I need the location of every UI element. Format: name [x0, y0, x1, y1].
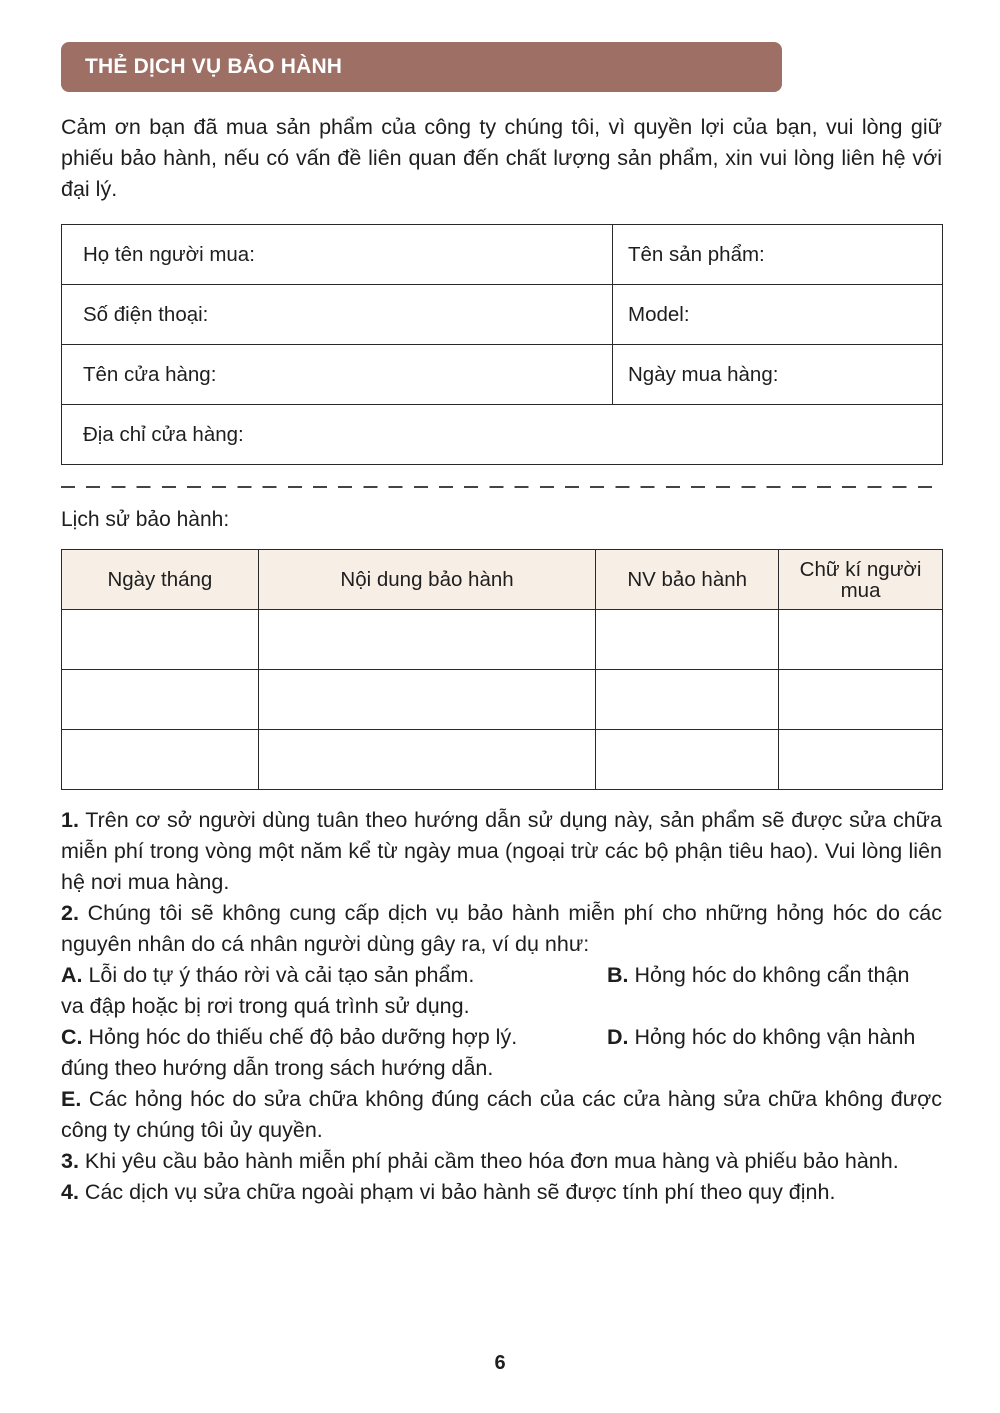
table-row	[62, 345, 943, 405]
term-b	[607, 960, 909, 991]
warranty-card-title: THẺ DỊCH VỤ BẢO HÀNH	[61, 42, 782, 92]
table-row	[62, 610, 943, 670]
page-number: 6	[494, 1352, 506, 1374]
store-name-field: Tên cửa hàng:	[62, 345, 613, 405]
table-cell	[62, 730, 259, 790]
term-2	[61, 898, 942, 960]
column-header-signature: Chữ kí người mua	[779, 550, 943, 610]
buyer-name-field: Họ tên người mua:	[62, 225, 613, 285]
table-cell	[258, 730, 596, 790]
warranty-history-table	[61, 549, 943, 790]
table-cell	[62, 670, 259, 730]
term-text: Lỗi do tự ý tháo rời và cải tạo sản phẩm.	[82, 963, 475, 987]
term-text: Các dịch vụ sửa chữa ngoài phạm vi bảo hành sẽ được tính phí theo quy định.	[78, 1180, 836, 1204]
term-d	[607, 1022, 915, 1053]
term-letter: B.	[607, 963, 629, 987]
term-e	[61, 1084, 942, 1146]
table-row	[62, 225, 943, 285]
cut-line-divider	[61, 486, 943, 488]
history-label: Lịch sử bảo hành:	[61, 508, 230, 531]
term-number: 1.	[61, 808, 79, 832]
table-header-row	[62, 550, 943, 610]
phone-field: Số điện thoại:	[62, 285, 613, 345]
table-cell	[779, 610, 943, 670]
term-text: Trên cơ sở người dùng tuân theo hướng dẫn sử dụng này, sản phẩm sẽ được sửa chữa miễn phí trong vòng một năm kể từ ngày mua (ngoại trừ các bộ phận tiêu hao). Vui lòng liên hệ nơi mua hàng.	[61, 808, 942, 894]
intro-paragraph: Cảm ơn bạn đã mua sản phẩm của công ty chúng tôi, vì quyền lợi của bạn, vui lòng giữ phiếu bảo hành, nếu có vấn đề liên quan đến chất lượng sản phẩm, xin vui lòng liên hệ với đại lý.	[61, 115, 942, 201]
term-3	[61, 1146, 942, 1177]
store-address-field: Địa chỉ cửa hàng:	[62, 405, 943, 465]
model-field: Model:	[613, 285, 943, 345]
table-cell	[779, 670, 943, 730]
column-header-staff: NV bảo hành	[596, 550, 779, 610]
table-cell	[596, 730, 779, 790]
term-b-continuation: va đập hoặc bị rơi trong quá trình sử dụng.	[61, 994, 470, 1018]
term-d-continuation: đúng theo hướng dẫn trong sách hướng dẫn.	[61, 1056, 494, 1080]
term-4	[61, 1177, 942, 1208]
term-text: Các hỏng hóc do sửa chữa không đúng cách của các cửa hàng sửa chữa không được công ty chúng tôi ủy quyền.	[61, 1087, 942, 1142]
term-letter: E.	[61, 1087, 82, 1111]
table-row	[62, 405, 943, 465]
purchase-date-field: Ngày mua hàng:	[613, 345, 943, 405]
column-header-date: Ngày tháng	[62, 550, 259, 610]
term-letter: C.	[61, 1025, 83, 1049]
term-text: Hỏng hóc do không cẩn thận	[628, 963, 910, 987]
term-number: 4.	[61, 1180, 79, 1204]
term-pair-ab	[61, 960, 942, 991]
term-letter: D.	[607, 1025, 629, 1049]
term-1	[61, 805, 942, 898]
table-row	[62, 285, 943, 345]
term-text: Chúng tôi sẽ không cung cấp dịch vụ bảo hành miễn phí cho những hỏng hóc do các nguyên nhân do cá nhân người dùng gây ra, ví dụ như:	[61, 901, 942, 956]
table-cell	[779, 730, 943, 790]
term-text: Khi yêu cầu bảo hành miễn phí phải cầm theo hóa đơn mua hàng và phiếu bảo hành.	[78, 1149, 899, 1173]
table-cell	[258, 610, 596, 670]
term-pair-cd	[61, 1022, 942, 1053]
term-number: 2.	[61, 901, 79, 925]
table-row	[62, 670, 943, 730]
customer-info-table	[61, 224, 943, 465]
warranty-terms	[61, 805, 942, 1208]
table-cell	[258, 670, 596, 730]
term-number: 3.	[61, 1149, 79, 1173]
column-header-content: Nội dung bảo hành	[258, 550, 596, 610]
product-name-field: Tên sản phẩm:	[613, 225, 943, 285]
table-cell	[62, 610, 259, 670]
table-cell	[596, 610, 779, 670]
term-text: Hỏng hóc do thiếu chế độ bảo dưỡng hợp lý.	[82, 1025, 518, 1049]
term-text: Hỏng hóc do không vận hành	[628, 1025, 916, 1049]
term-letter: A.	[61, 963, 83, 987]
table-cell	[596, 670, 779, 730]
table-row	[62, 730, 943, 790]
